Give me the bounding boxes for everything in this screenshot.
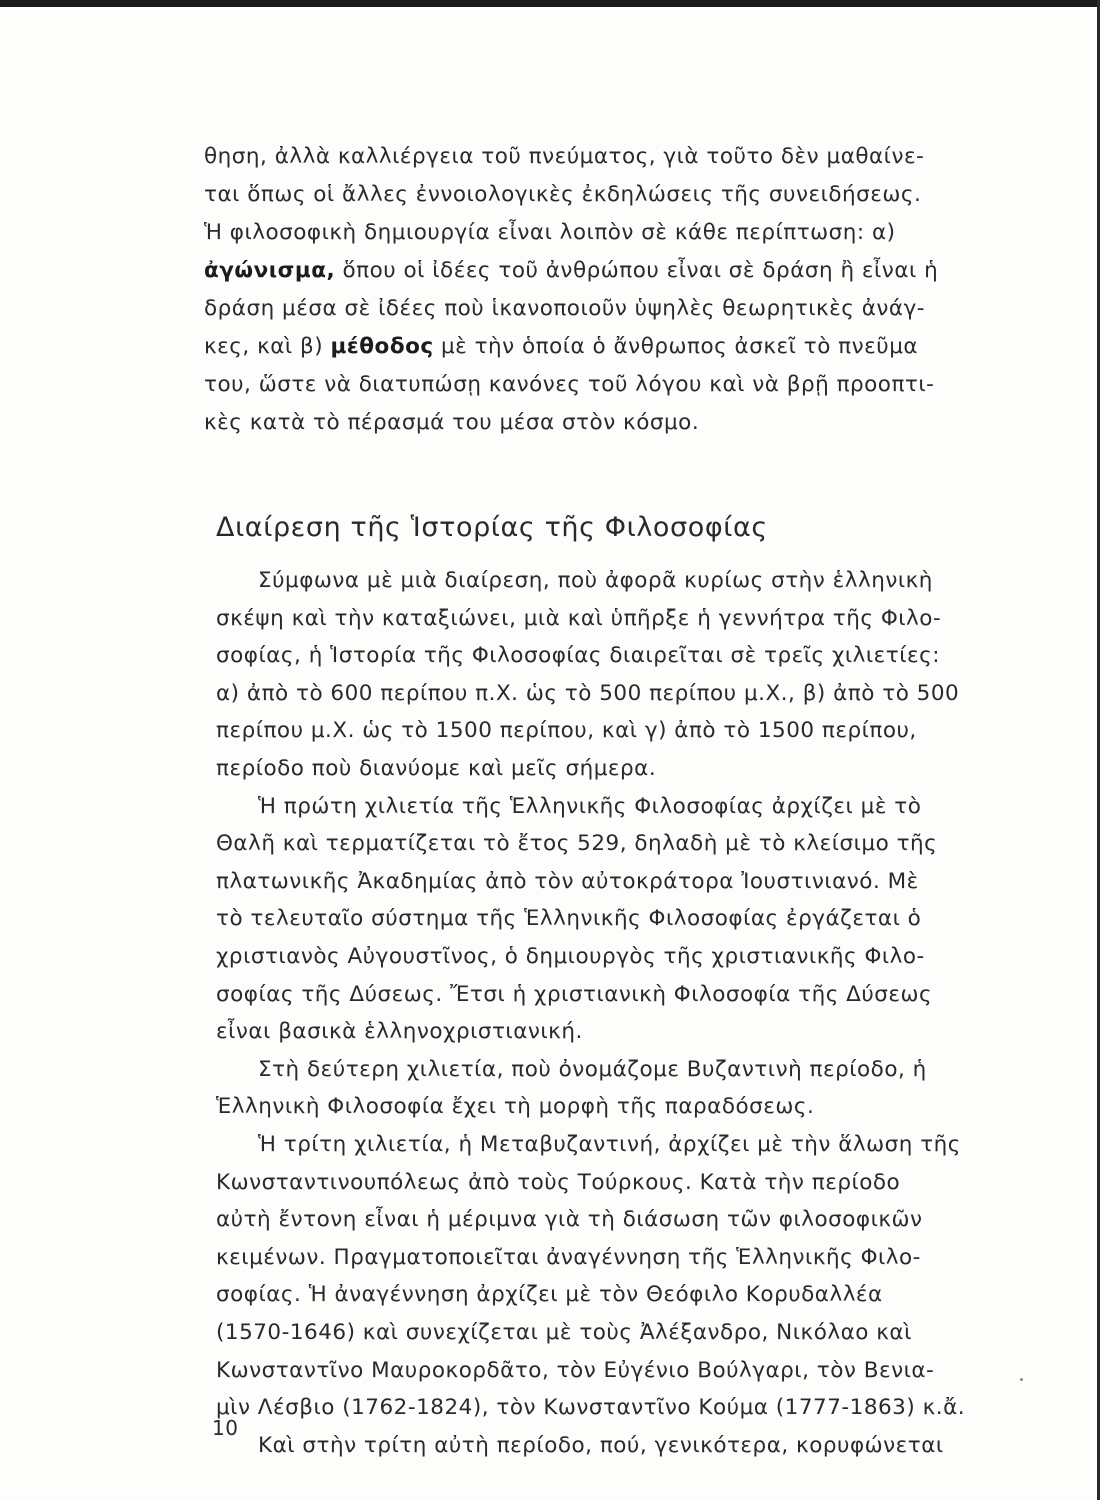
text-line: (1570-1646) καὶ συνεχίζεται μὲ τοὺς Ἀλέξανδρο, Νικόλαο καὶ	[216, 1320, 912, 1345]
text-line: χριστιανὸς Αὐγουστῖνος, ὁ δημιουργὸς τῆς χριστιανικῆς Φιλο-	[216, 944, 925, 969]
text-line: Ἡ πρώτη χιλιετία τῆς Ἑλληνικῆς Φιλοσοφίας ἀρχίζει μὲ τὸ	[258, 794, 922, 819]
scan-top-border	[0, 0, 1100, 7]
text-line: Στὴ δεύτερη χιλιετία, ποὺ ὀνομάζομε Βυζαντινὴ περίοδο, ἡ	[258, 1057, 927, 1082]
text-line: Κωνσταντῖνο Μαυροκορδᾶτο, τὸν Εὐγένιο Βούλγαρι, τὸν Βενια-	[216, 1358, 935, 1383]
bold-term-agonisma: ἀγώνισμα,	[204, 258, 336, 283]
section-heading: Διαίρεση τῆς Ἱστορίας τῆς Φιλοσοφίας	[216, 512, 768, 543]
text-line: αὐτὴ ἔντονη εἶναι ἡ μέριμνα γιὰ τὴ διάσωση τῶν φιλοσοφικῶν	[216, 1207, 923, 1232]
text-line: α) ἀπὸ τὸ 600 περίπου π.Χ. ὡς τὸ 500 περίπου μ.Χ., β) ἀπὸ τὸ 500	[216, 681, 960, 706]
text-line: Ἑλληνικὴ Φιλοσοφία ἔχει τὴ μορφὴ τῆς παραδόσεως.	[216, 1094, 815, 1119]
text-line: κειμένων. Πραγματοποιεῖται ἀναγέννηση τῆς Ἑλληνικῆς Φιλο-	[216, 1245, 921, 1270]
text-line: ται ὅπως οἱ ἄλλες ἐννοιολογικὲς ἐκδηλώσεις τῆς συνειδήσεως.	[204, 182, 922, 207]
scan-speck	[1020, 1378, 1023, 1381]
text-line: σοφίας τῆς Δύσεως. Ἔτσι ἡ χριστιανικὴ Φιλοσοφία τῆς Δύσεως	[216, 982, 933, 1007]
bold-term-methodos: μέθοδος	[330, 334, 434, 359]
text-line: πλατωνικῆς Ἀκαδημίας ἀπὸ τὸν αὐτοκράτορα Ἰουστινιανό. Μὲ	[216, 869, 919, 894]
text-line: μὶν Λέσβιο (1762-1824), τὸν Κωνσταντῖνο Κούμα (1777-1863) κ.ἄ.	[216, 1395, 966, 1420]
text-line: Θαλῆ καὶ τερματίζεται τὸ ἔτος 529, δηλαδὴ μὲ τὸ κλείσιμο τῆς	[216, 831, 938, 856]
text-line: δράση μέσα σὲ ἰδέες ποὺ ἱκανοποιοῦν ὑψηλὲς θεωρητικὲς ἀνάγ-	[204, 296, 926, 321]
text-line: του, ὥστε νὰ διατυπώσῃ κανόνες τοῦ λόγου καὶ νὰ βρῇ προοπτι-	[204, 372, 935, 397]
text-line: περίπου μ.Χ. ὡς τὸ 1500 περίπου, καὶ γ) ἀπὸ τὸ 1500 περίπου,	[216, 718, 917, 743]
text-line: Καὶ στὴν τρίτη αὐτὴ περίοδο, πού, γενικότερα, κορυφώνεται	[258, 1433, 944, 1458]
text-line: τὸ τελευταῖο σύστημα τῆς Ἑλληνικῆς Φιλοσοφίας ἐργάζεται ὁ	[216, 906, 922, 931]
text-line: θηση, ἀλλὰ καλλιέργεια τοῦ πνεύματος, γιὰ τοῦτο δὲν μαθαίνε-	[204, 144, 925, 169]
text-line: σοφίας, ἡ Ἱστορία τῆς Φιλοσοφίας διαιρεῖται σὲ τρεῖς χιλιετίες:	[216, 643, 941, 668]
text-line: Σύμφωνα μὲ μιὰ διαίρεση, ποὺ ἀφορᾶ κυρίως στὴν ἑλληνικὴ	[258, 568, 933, 593]
text-line: σκέψη καὶ τὴν καταξιώνει, μιὰ καὶ ὑπῆρξε ἡ γεννήτρα τῆς Φιλο-	[216, 606, 942, 631]
text-line: ἀγώνισμα, ὅπου οἱ ἰδέες τοῦ ἀνθρώπου εἶναι σὲ δράση ἢ εἶναι ἡ	[204, 258, 939, 283]
text-line: κες, καὶ β) μέθοδος μὲ τὴν ὁποία ὁ ἄνθρωπος ἀσκεῖ τὸ πνεῦμα	[204, 334, 919, 359]
text-line: Κωνσταντινουπόλεως ἀπὸ τοὺς Τούρκους. Κατὰ τὴν περίοδο	[216, 1170, 901, 1195]
text-line: Ἡ φιλοσοφικὴ δημιουργία εἶναι λοιπὸν σὲ κάθε περίπτωση: α)	[204, 220, 896, 245]
text-line: κὲς κατὰ τὸ πέρασμά του μέσα στὸν κόσμο.	[204, 410, 700, 435]
text-line: Ἡ τρίτη χιλιετία, ἡ Μεταβυζαντινή, ἀρχίζει μὲ τὴν ἅλωση τῆς	[258, 1132, 961, 1157]
text-line: εἶναι βασικὰ ἑλληνοχριστιανική.	[216, 1019, 583, 1044]
text-line: περίοδο ποὺ διανύομε καὶ μεῖς σήμερα.	[216, 756, 657, 781]
text-line: σοφίας. Ἡ ἀναγέννηση ἀρχίζει μὲ τὸν Θεόφιλο Κορυδαλλέα	[216, 1282, 883, 1307]
page-number: 10	[212, 1416, 239, 1440]
